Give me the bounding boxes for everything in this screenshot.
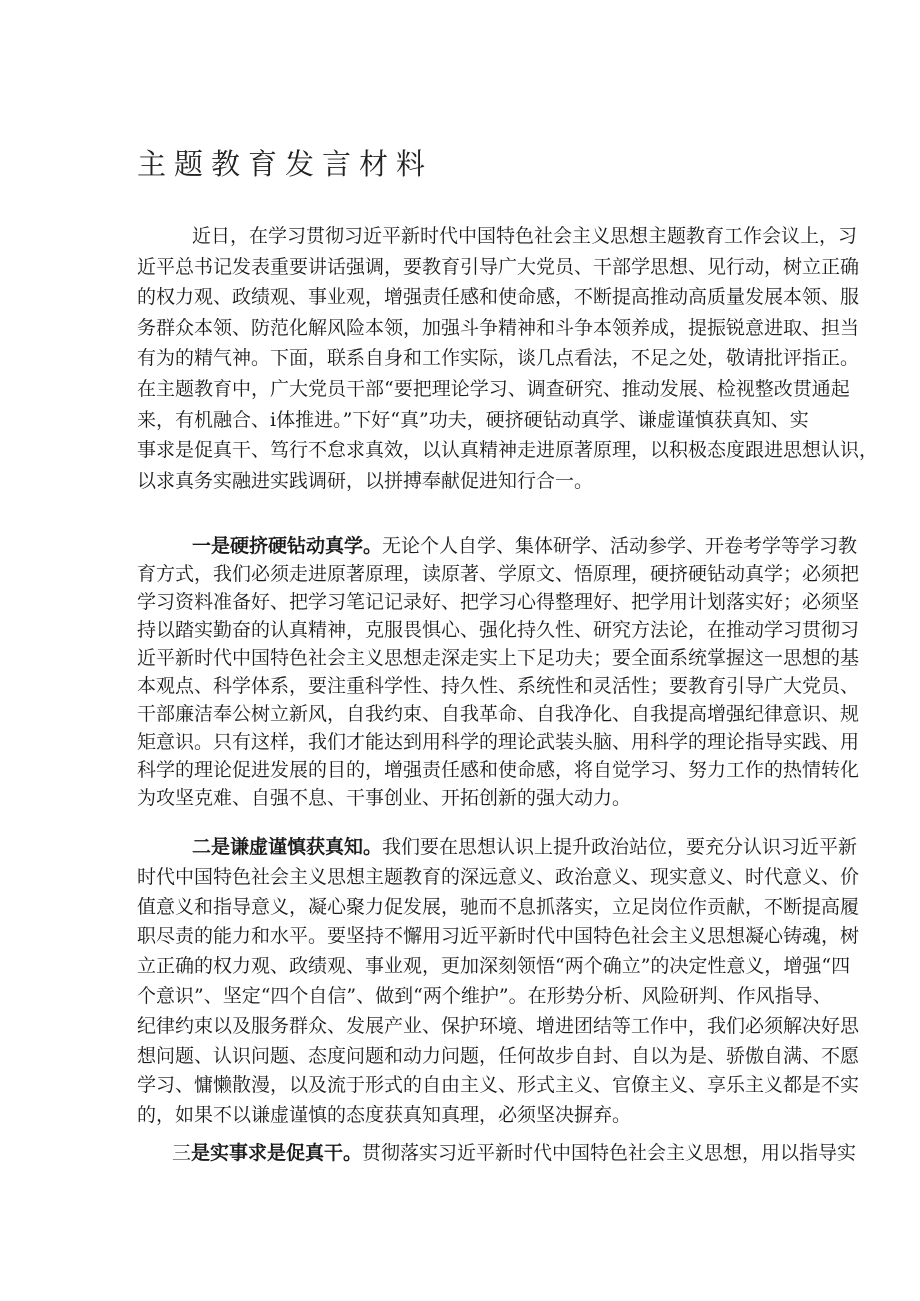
text-line: 纪律约束以及服务群众、发展产业、保护环境、增进团结等工作中，我们必须解决好思 (137, 1014, 860, 1037)
text-line: 育方式，我们必须走进原著原理，读原著、学原文、悟原理，硬挤硬钻动真学；必须把 (137, 563, 860, 585)
text-span: 无论个人自学、集体研学、活动参学、开卷考学等学习教 (382, 535, 858, 557)
section-heading: 一是硬挤硬钻动真学。 (192, 535, 383, 557)
text-line: 持以踏实勤奋的认真精神，克服畏惧心、强化持久性、研究方法论，在推动学习贯彻习 (137, 619, 860, 641)
text-line: 时代中国特色社会主义思想主题教育的深远意义、政治意义、现实意义、时代意义、价 (137, 865, 860, 888)
text-line: 近平新时代中国特色社会主义思想走深走实上下足功夫；要全面系统掌握这一思想的基 (137, 647, 860, 669)
text-span: 三 (172, 1142, 192, 1164)
text-line: 近平总书记发表重要讲话强调，要教育引导广大党员、干部学思想、见行动，树立正确 (137, 255, 860, 278)
text-line: 来，有机融合、i体推进。”下好“真”功夫，硬挤硬钻动真学、谦虚谨慎获真知、实 (137, 408, 809, 431)
text-line (137, 1138, 857, 1168)
text-line (137, 833, 858, 863)
text-line: 学习、慵懒散漫，以及流于形式的自由主义、形式主义、官僚主义、享乐主义都是不实 (137, 1074, 860, 1097)
text-line: 个意识”、坚定“四个自信”、做到“两个维护”。在形势分析、风险研判、作风指导、 (137, 984, 832, 1007)
section-heading: 二是谦虚谨慎获真知。 (192, 836, 383, 858)
text-line: 干部廉洁奉公树立新风，自我约束、自我革命、自我净化、自我提高增强纪律意识、规 (137, 703, 860, 725)
text-line: 科学的理论促进发展的目的，增强责任感和使命感，将自觉学习、努力工作的热情转化 (137, 759, 860, 781)
text-line: 想问题、认识问题、态度问题和动力问题，任何故步自封、自以为是、骄傲自满、不愿 (137, 1044, 860, 1067)
text-line: 有为的精气神。下面，联系自身和工作实际，谈几点看法，不足之处，敬请批评指正。 (137, 347, 860, 370)
text-line: 学习资料准备好、把学习笔记记录好、把学习心得整理好、把学用计划落实好；必须坚 (137, 591, 860, 613)
section-three-paragraph (137, 1138, 857, 1168)
text-span: 我们要在思想认识上提升政治站位，要充分认识习近平新 (382, 836, 858, 858)
text-line: 本观点、科学体系，要注重科学性、持久性、系统性和灵活性；要教育引导广大党员、 (137, 675, 860, 697)
section-heading: 是实事求是促真干。 (191, 1142, 363, 1164)
text-line: 在主题教育中，广大党员干部“要把理论学习、调查研究、推动发展、检视整改贯通起 (137, 377, 850, 400)
intro-paragraph (137, 221, 879, 496)
text-span: 贯彻落实习近平新时代中国特色社会主义思想，用以指导实 (362, 1142, 857, 1164)
text-line: 矩意识。只有这样，我们才能达到用科学的理论武装头脑、用科学的理论指导实践、用 (137, 731, 860, 753)
text-line: 的，如果不以谦虚谨慎的态度获真知真理，必须坚决摒弃。 (137, 1104, 632, 1127)
text-line: 事求是促真干、笃行不怠求真效，以认真精神走进原著原理，以积极态度跟进思想认识， (137, 439, 879, 462)
text-line: 立正确的权力观、政绩观、事业观，更加深刻领悟“两个确立”的决定性意义，增强“四 (137, 955, 851, 978)
text-line: 值意义和指导意义，凝心聚力促发展，驰而不息抓落实，立足岗位作贡献，不断提高履 (137, 895, 860, 918)
text-line: 为攻坚克难、自强不息、干事创业、开拓创新的强大动力。 (137, 787, 632, 809)
document-title: 主题教育发言材料 (137, 147, 434, 182)
text-line: 的权力观、政绩观、事业观，增强责任感和使命感，不断提高推动高质量发展本领、服 (137, 286, 860, 309)
section-one-paragraph (137, 532, 860, 812)
text-line: 职尽责的能力和水平。要坚持不懈用习近平新时代中国特色社会主义思想凝心铸魂，树 (137, 925, 860, 948)
text-line: 务群众本领、防范化解风险本领，加强斗争精神和斗争本领养成，提振锐意进取、担当 (137, 316, 860, 339)
text-line: 近日，在学习贯彻习近平新时代中国特色社会主义思想主题教育工作会议上，习 (192, 225, 858, 247)
text-line: 以求真务实融进实践调研，以拼搏奉献促进知行合一。 (137, 469, 594, 492)
text-line (137, 532, 858, 560)
section-two-paragraph (137, 833, 860, 1131)
